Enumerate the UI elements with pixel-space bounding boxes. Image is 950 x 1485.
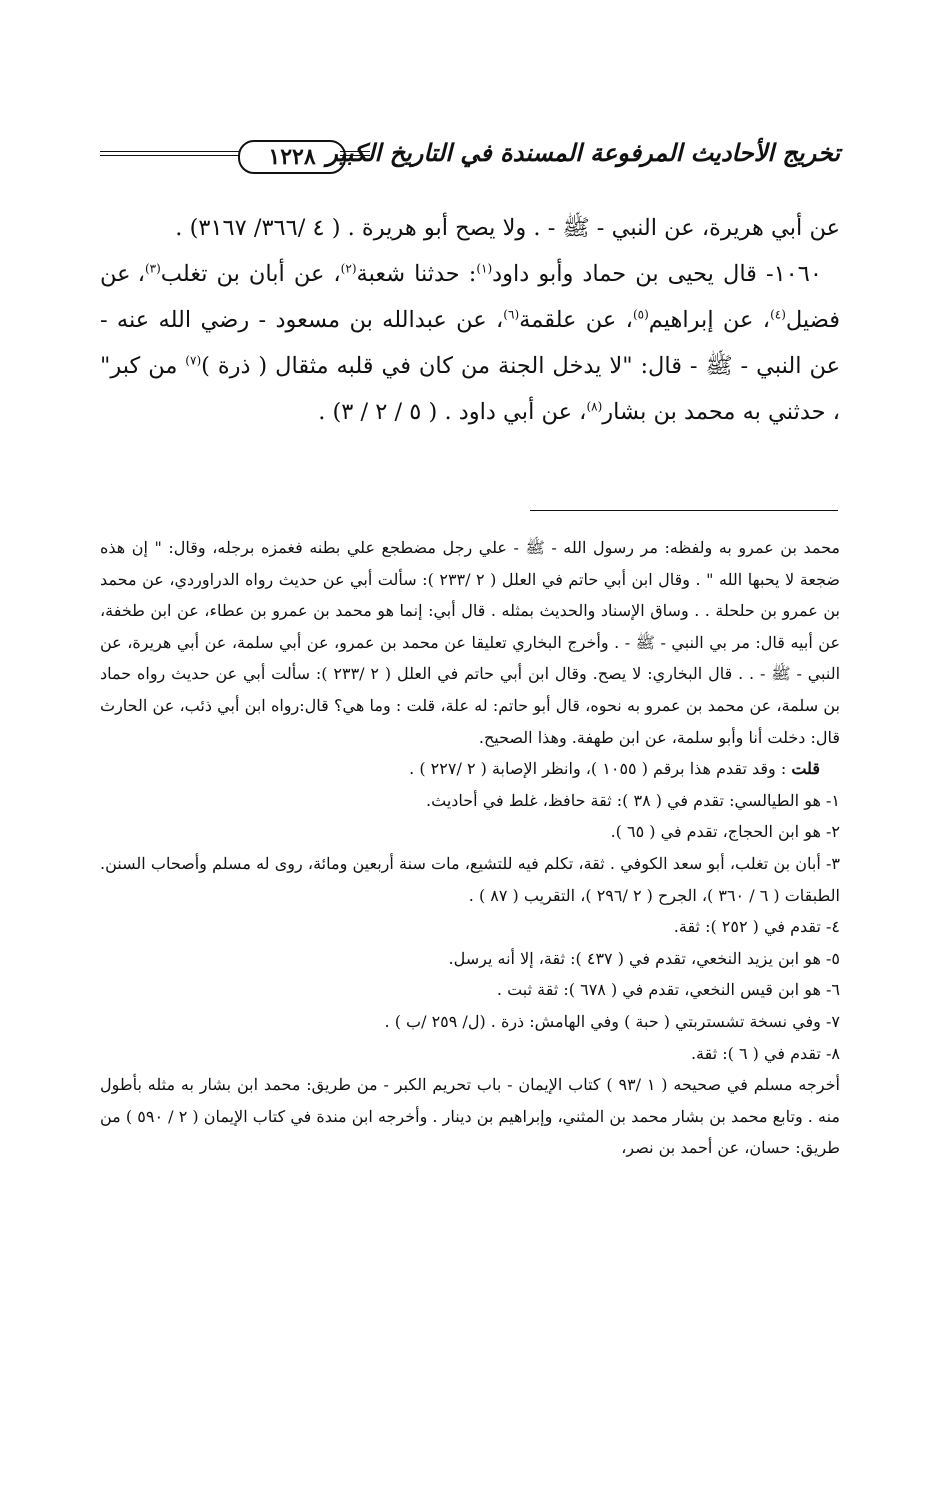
footnote-8: ٨- تقدم في ( ٦ ): ثقة. xyxy=(690,1043,840,1063)
header-title: تخريج الأحاديث المرفوعة المسندة في التاريخ الكبير xyxy=(326,138,840,167)
footnote-ref-2: (٢) xyxy=(340,261,357,276)
footnote-separator xyxy=(530,510,838,511)
footnote-ref-1: (١) xyxy=(476,261,493,276)
page-number: ١٢٢٨ xyxy=(268,144,316,170)
footnote-4: ٤- تقدم في ( ٢٥٢ ): ثقة. xyxy=(673,917,840,937)
header-rule-left xyxy=(100,151,240,156)
footnote-continuation: محمد بن عمرو به ولفظه: مر رسول الله - ﷺ - علي رجل مضطجع علي بطنه فغمزه برجله، وقال: " إن هذه ضجعة لا يحبها الله " . وقال ابن أبي حاتم في العلل ( ٢ /٢٣٣ ): سألت أبي عن حديث رواه الدراوردي، عن محمد بن عمرو بن حلحلة . . وساق الإسناد والحديث بمثله . قال أبي: إنما هو محمد بن عمرو بن عطاء، عن ابن طخفة، عن أبيه قال: مر بي النبي - ﷺ - . وأخرج البخاري تعليقا عن محمد بن عمرو، عن أبي سلمة، عن أبي هريرة، عن النبي - ﷺ - . . قال البخاري: لا يصح. وقال ابن أبي حاتم في العلل ( ٢ /٢٣٣ ): سألت أبي عن حديث رواه حماد بن سلمة، عن محمد بن عمرو به نحوه، قال أبو حاتم: له علة، قلت : وما هي؟ قال:رواه ابن أبي ذئب، عن الحارث قال: دخلت أنا وأبو سلمة، عن ابن طهفة. وهذا الصحيح. xyxy=(100,538,841,747)
footnote-1: ١- هو الطيالسي: تقدم في ( ٣٨ ): ثقة حافظ، غلط في أحاديث. xyxy=(426,790,840,810)
main-text xyxy=(100,205,840,435)
footnote-7: ٧- وفي نسخة تشستربتي ( حبة ) وفي الهامش: ذرة . (ل/ ٢٥٩ /ب ) . xyxy=(384,1011,840,1031)
footnote-ref-4: (٤) xyxy=(770,307,786,322)
running-header xyxy=(100,138,840,180)
footnote-5: ٥- هو ابن يزيد النخعي، تقدم في ( ٤٣٧ ): ثقة، إلا أنه يرسل. xyxy=(448,948,840,968)
main-paragraph-hadith-1060: ١٠٦٠- قال يحيى بن حماد وأبو داود$^{(١)}$: حدثنا شعبة$^{(٢)}$، عن أبان بن تغلب$^{(٣)}$، عن فضيل$^{(٤)}$، عن إبراهيم$^{(٥)}$، عن علقمة$^{(٦)}$، عن عبدالله بن مسعود - رضي الله عنه - عن النبي - ﷺ - قال: "لا يدخل الجنة من كان في قلبه مثقال ( ذرة )$^{(٧)}$ من كبر" ، حدثني به محمد بن بشار$^{(٨)}$، عن أبي داود . ( ٥ / ٢ / ٣) . xyxy=(100,261,841,425)
footnote-tail: أخرجه مسلم في صحيحه ( ١ /٩٣ ) كتاب الإيمان - باب تحريم الكبر - من طريق: محمد ابن بشار به مثله بأطول منه . وتابع محمد بن بشار محمد بن المثني، وإبراهيم بن دينار . وأخرجه ابن مندة في كتاب الإيمان ( ٢ / ٥٩٠ ) من طريق: حسان، عن أحمد بن نصر، xyxy=(100,1075,840,1158)
footnote-ref-6: (٦) xyxy=(503,307,520,322)
footnote-2: ٢- هو ابن الحجاج، تقدم في ( ٦٥ ). xyxy=(610,822,840,842)
main-paragraph-1: عن أبي هريرة، عن النبي - ﷺ - . ولا يصح أبو هريرة . ( ٤ /٣٦٦/ ٣١٦٧) . xyxy=(175,215,840,241)
footnotes xyxy=(100,532,840,1164)
footnote-ref-3: (٣) xyxy=(144,261,161,276)
footnote-qult: قلت : وقد تقدم هذا برقم ( ١٠٥٥ )، وانظر الإصابة ( ٢ /٢٢٧ ) . xyxy=(409,759,820,779)
footnote-3: ٣- أبان بن تغلب، أبو سعد الكوفي . ثقة، تكلم فيه للتشيع، مات سنة أربعين ومائة، روى له مسلم وأصحاب السنن. الطبقات ( ٦ / ٣٦٠ )، الجرح ( ٢ /٢٩٦ )، التقريب ( ٨٧ ) . xyxy=(100,853,840,905)
footnote-ref-8: (٨) xyxy=(586,399,603,414)
footnote-6: ٦- هو ابن قيس النخعي، تقدم في ( ٦٧٨ ): ثقة ثبت . xyxy=(496,980,840,1000)
footnote-ref-5: (٥) xyxy=(632,307,649,322)
footnote-ref-7: (٧) xyxy=(185,353,202,368)
